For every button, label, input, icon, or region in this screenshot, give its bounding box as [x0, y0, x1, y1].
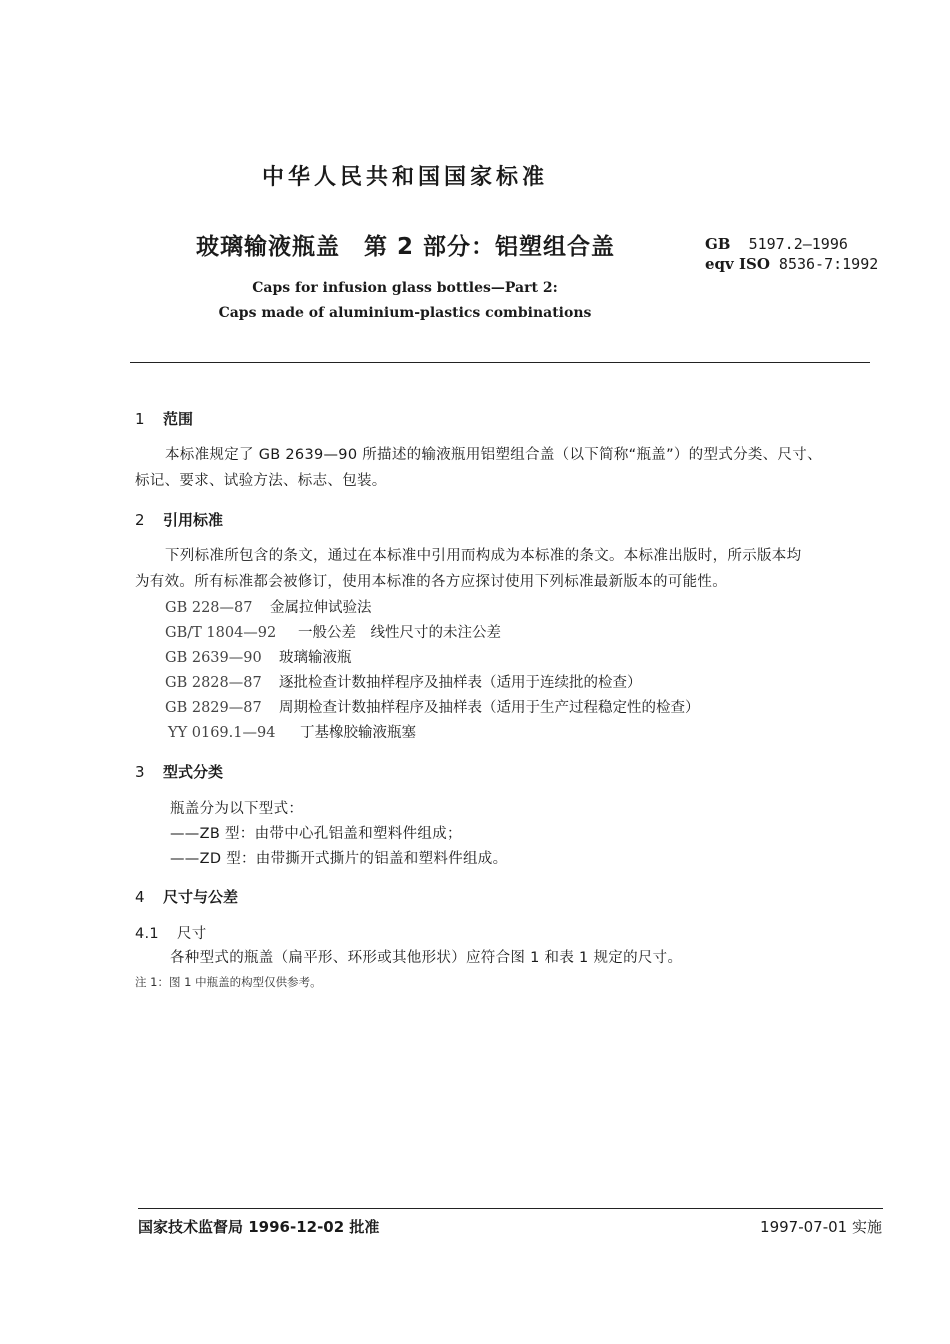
footer-divider — [138, 1208, 883, 1209]
section-number: 3 — [135, 763, 145, 781]
equivalent-standard — [705, 254, 878, 274]
subsection-4-1-paragraph: 各种型式的瓶盖（扁平形、环形或其他形状）应符合图 1 和表 1 规定的尺寸。 — [170, 950, 683, 966]
section-1-paragraph-line2: 标记、要求、试验方法、标志、包装。 — [135, 473, 387, 489]
standard-number — [705, 234, 878, 254]
section-1-paragraph-line1: 本标准规定了 GB 2639—90 所描述的输液瓶用铝塑组合盖（以下简称“瓶盖”）的型式分类、尺寸、 — [165, 447, 822, 463]
reference-title: 周期检查计数抽样程序及抽样表（适用于生产过程稳定性的检查） — [279, 700, 700, 716]
standard-number-prefix: GB — [705, 235, 731, 253]
reference-title: 一般公差 线性尺寸的未注公差 — [298, 625, 501, 641]
approval-date: 国家技术监督局 1996-12-02 批准 — [138, 1218, 380, 1236]
section-4-heading — [135, 886, 238, 907]
section-2-paragraph-line1: 下列标准所包含的条文，通过在本标准中引用而构成为本标准的条文。本标准出版时，所示版本均 — [165, 548, 802, 564]
section-number: 1 — [135, 410, 145, 428]
reference-item — [165, 621, 501, 642]
section-3-item-zd: ——ZD 型：由带撕开式撕片的铝盖和塑料件组成。 — [170, 851, 508, 867]
effective-date: 1997-07-01 实施 — [760, 1218, 882, 1236]
standard-code-block — [705, 234, 878, 274]
reference-item — [165, 646, 352, 667]
section-3-item-zb: ——ZB 型：由带中心孔铝盖和塑料件组成； — [170, 826, 462, 842]
subsection-title: 尺寸 — [177, 926, 207, 942]
national-standard-heading: 中华人民共和国国家标准 — [261, 165, 548, 190]
reference-item — [168, 721, 416, 742]
section-title: 范围 — [163, 410, 194, 428]
reference-title: 玻璃输液瓶 — [279, 650, 352, 666]
reference-item — [165, 671, 642, 692]
header-divider — [130, 362, 870, 363]
equivalent-prefix: eqv ISO — [705, 255, 770, 273]
document-title-en-line2: Caps made of aluminium-plastics combinations — [218, 305, 592, 321]
section-title: 型式分类 — [163, 763, 224, 781]
reference-code: GB 228—87 — [165, 600, 253, 616]
document-title-cn: 玻璃输液瓶盖 第 2 部分：铝塑组合盖 — [196, 234, 616, 260]
section-number: 2 — [135, 511, 145, 529]
equivalent-number: 8536-7:1992 — [778, 255, 879, 273]
subsection-4-1-heading — [135, 922, 207, 943]
section-title: 尺寸与公差 — [163, 888, 239, 906]
section-3-intro: 瓶盖分为以下型式： — [170, 801, 304, 817]
standard-number-value: 5197.2—1996 — [748, 235, 848, 253]
section-number: 4 — [135, 888, 145, 906]
section-2-heading — [135, 509, 223, 530]
reference-title: 逐批检查计数抽样程序及抽样表（适用于连续批的检查） — [279, 675, 642, 691]
reference-item — [165, 696, 700, 717]
section-2-paragraph-line2: 为有效。所有标准都会被修订，使用本标准的各方应探讨使用下列标准最新版本的可能性。 — [135, 574, 727, 590]
section-3-heading — [135, 761, 223, 782]
section-title: 引用标准 — [163, 511, 224, 529]
reference-code: GB 2639—90 — [165, 650, 262, 666]
note-1: 注 1：图 1 中瓶盖的构型仅供参考。 — [135, 975, 322, 989]
reference-title: 丁基橡胶输液瓶塞 — [300, 725, 416, 741]
reference-code: GB 2828—87 — [165, 675, 262, 691]
reference-item — [165, 596, 372, 617]
reference-title: 金属拉伸试验法 — [270, 600, 372, 616]
section-1-heading — [135, 408, 193, 429]
reference-code: YY 0169.1—94 — [168, 725, 276, 741]
reference-code: GB/T 1804—92 — [165, 625, 277, 641]
reference-code: GB 2829—87 — [165, 700, 262, 716]
subsection-number: 4.1 — [135, 926, 159, 942]
document-title-en-line1: Caps for infusion glass bottles—Part 2: — [252, 280, 558, 296]
